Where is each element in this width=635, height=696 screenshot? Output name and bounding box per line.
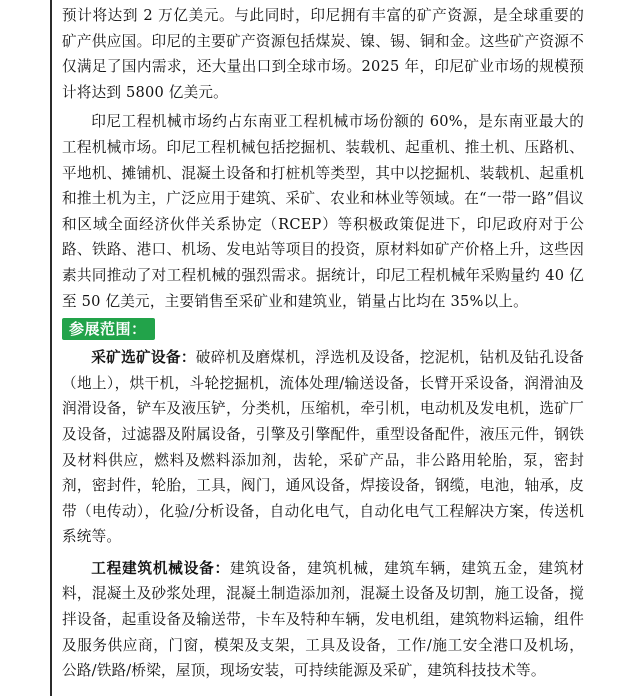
scope-mining-paragraph: [62, 345, 584, 550]
section-heading-row: [62, 318, 584, 342]
scope-mining-label: 采矿选矿设备：: [91, 349, 196, 367]
intro-paragraph-machinery-market: 印尼工程机械市场约占东南亚工程机械市场份额的 60%，是东南亚最大的工程机械市场。印尼工程机械包括挖掘机、装载机、起重机、推土机、压路机、平地机、摊铺机、混凝土设备和打桩机等类型，其中以挖掘机、装载机、起重机和推土机为主，广泛应用于建筑、采矿、农业和林业等领域。在“一带一路”倡议和区域全面经济伙伴关系协定（RCEP）等积极政策促进下，印尼政府对于公路、铁路、港口、机场、发电站等项目的投资，原材料如矿产价格上升，这些因素共同推动了对工程机械的强烈需求。据统计，印尼工程机械年采购量约 40 亿至 50 亿美元，主要销售至采矿业和建筑业，销量占比均在 35%以上。: [62, 113, 584, 310]
scope-construction-paragraph: [62, 556, 584, 684]
scope-construction-label: 工程建筑机械设备：: [91, 559, 230, 577]
scope-mining-text: 破碎机及磨煤机，浮选机及设备，挖泥机，钻机及钻孔设备（地上），烘干机，斗轮挖掘机，流体处理/输送设备，长臂开采设备，润滑油及润滑设备，铲车及液压铲，分类机，压缩机，牵引机，电动机及发电机，选矿厂及设备，过滤器及附属设备，引擎及引擎配件，重型设备配件，液压元件，钢铁及材料供应，燃料及燃料添加剂，齿轮，采矿产品，非公路用轮胎，泵，密封剂，密封件，轮胎，工具，阀门，通风设备，焊接设备，钢缆，电池，轴承，皮带（电传动），化验/分析设备，自动化电气，自动化电气工程解决方案，传送机系统等。: [62, 349, 585, 546]
intro-paragraph-continued: 预计将达到 2 万亿美元。与此同时，印尼拥有丰富的矿产资源，是全球重要的矿产供应国。印尼的主要矿产资源包括煤炭、镍、锡、铜和金。这些矿产资源不仅满足了国内需求，还大量出口到全球市场。2025 年，印尼矿业市场的规模预计将达到 5800 亿美元。: [62, 7, 584, 101]
page-left-border: [50, 0, 52, 696]
scope-construction-text: 建筑设备，建筑机械，建筑车辆，建筑五金，建筑材料，混凝土及砂浆处理，混凝土制造添加剂，混凝土设备及切割，施工设备，搅拌设备，起重设备及输送带，卡车及特种车辆，发电机组，建筑物料运输，组件及服务供应商，门窗，模架及支架，工具及设备，工作/施工安全港口及机场，公路/铁路/桥梁，屋顶，现场安装，可持续能源及采矿，建筑科技技术等。: [62, 559, 584, 680]
document-body: [62, 0, 584, 684]
scope-heading-badge: 参展范围：: [62, 318, 155, 340]
